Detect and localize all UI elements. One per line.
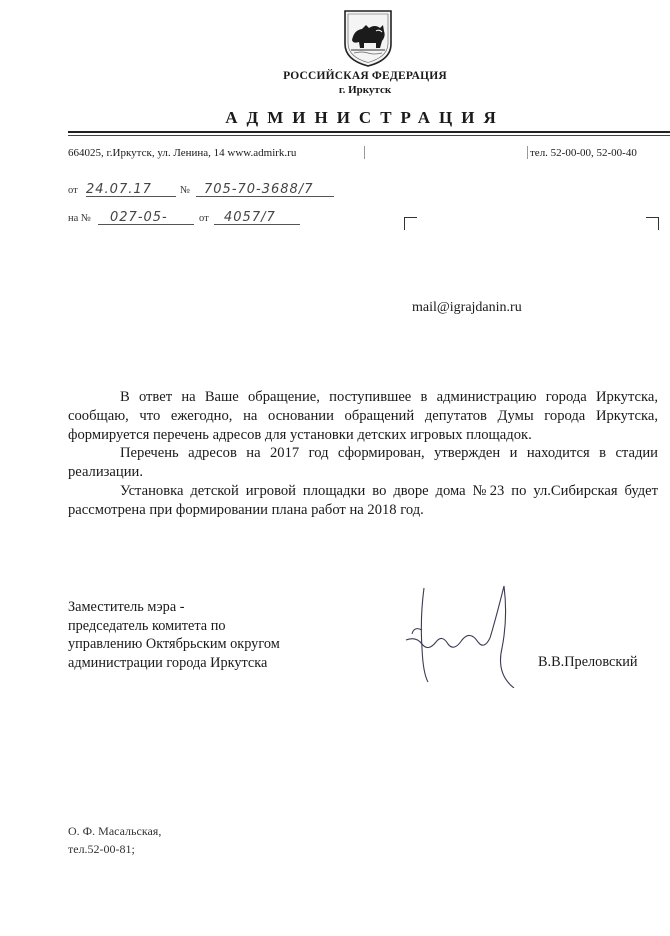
reply-date-value: 4057/7 bbox=[224, 210, 276, 225]
signer-title-line: председатель комитета по bbox=[68, 617, 226, 634]
reply-date-field bbox=[214, 208, 300, 225]
date-label: от bbox=[68, 185, 78, 196]
executor-name: О. Ф. Масальская, bbox=[68, 824, 162, 838]
contacts-divider bbox=[364, 146, 365, 159]
date-field bbox=[86, 180, 176, 197]
recipient-email: mail@igrajdanin.ru bbox=[412, 300, 522, 315]
address-block-corner-left bbox=[404, 217, 417, 230]
reply-to-value: 027-05- bbox=[110, 210, 168, 225]
signer-title-line: администрации города Иркутска bbox=[68, 654, 268, 671]
signer-title bbox=[68, 598, 280, 672]
body-paragraph: Установка детской игровой площадки во дворе дома №23 по ул.Сибирская будет рассмотрена при формировании плана работ на 2018 год. bbox=[68, 482, 658, 518]
signer-title-line: управлению Октябрьским округом bbox=[68, 636, 280, 652]
coat-of-arms-icon bbox=[342, 8, 394, 68]
phone-line: тел. 52-00-00, 52-00-40 bbox=[530, 147, 637, 159]
executor-info bbox=[68, 822, 161, 858]
signer-name: В.В.Преловский bbox=[538, 654, 638, 670]
contacts-divider bbox=[527, 146, 528, 159]
number-value: 705-70-3688/7 bbox=[204, 182, 314, 197]
date-value: 24.07.17 bbox=[86, 182, 152, 197]
number-field bbox=[196, 180, 334, 197]
header-rule-thin bbox=[68, 135, 670, 136]
body-paragraph: В ответ на Ваше обращение, поступившее в администрацию города Иркутска, сообщаю, что ежегодно, на основании обращений депутатов Думы города Иркутска, формируется перечень адресов для установки детских игровых площадок. bbox=[68, 389, 658, 443]
address-block-corner-right bbox=[646, 217, 659, 230]
organization-title: АДМИНИСТРАЦИЯ bbox=[225, 108, 505, 127]
number-label: № bbox=[180, 185, 191, 196]
executor-phone: тел.52-00-81; bbox=[68, 842, 135, 856]
address-line: 664025, г.Иркутск, ул. Ленина, 14 www.admirk.ru bbox=[68, 147, 297, 159]
reply-to-label: на № bbox=[68, 213, 91, 224]
letter-body bbox=[68, 388, 658, 520]
city-heading: г. Иркутск bbox=[338, 84, 392, 96]
country-heading: РОССИЙСКАЯ ФЕДЕРАЦИЯ bbox=[283, 70, 447, 82]
body-paragraph: Перечень адресов на 2017 год сформирован, утвержден и находится в стадии реализации. bbox=[68, 445, 658, 481]
reply-to-field bbox=[98, 208, 194, 225]
signer-title-line: Заместитель мэра - bbox=[68, 599, 185, 615]
reply-date-label: от bbox=[199, 213, 209, 224]
header-rule bbox=[68, 131, 670, 133]
handwritten-signature bbox=[392, 578, 522, 688]
